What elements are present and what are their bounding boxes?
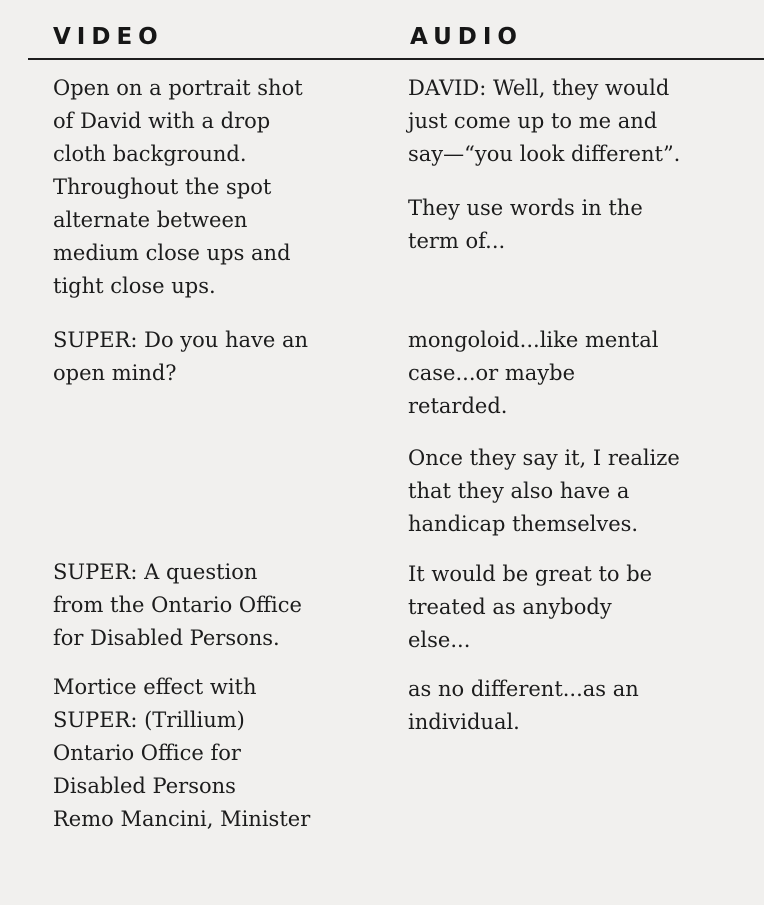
- audio-david-line: DAVID: Well, they would just come up to me and say—“you look different”.: [408, 76, 681, 166]
- audio-words-line: They use words in the term of...: [408, 196, 643, 253]
- audio-realize-line: Once they say it, I realize that they also have a handicap themselves.: [408, 446, 680, 536]
- header-rule: [28, 58, 764, 60]
- audio-treated-line: It would be great to be treated as anybody else...: [408, 562, 653, 652]
- video-directions-portrait: Open on a portrait shot of David with a drop cloth background. Throughout the spot alternate between medium close ups and tight close ups.: [53, 76, 303, 298]
- audio-column-heading: AUDIO: [410, 24, 523, 50]
- audio-mongoloid-line: mongoloid...like mental case...or maybe retarded.: [408, 328, 659, 418]
- audio-individual-line: as no different...as an individual.: [408, 677, 639, 734]
- video-mortice-effect: Mortice effect with SUPER: (Trillium) Ontario Office for Disabled Persons Remo Mancini, Minister: [53, 675, 311, 831]
- video-super-open-mind: SUPER: Do you have an open mind?: [53, 328, 309, 385]
- video-column-heading: VIDEO: [53, 24, 164, 50]
- video-super-question: SUPER: A question from the Ontario Office for Disabled Persons.: [53, 560, 302, 650]
